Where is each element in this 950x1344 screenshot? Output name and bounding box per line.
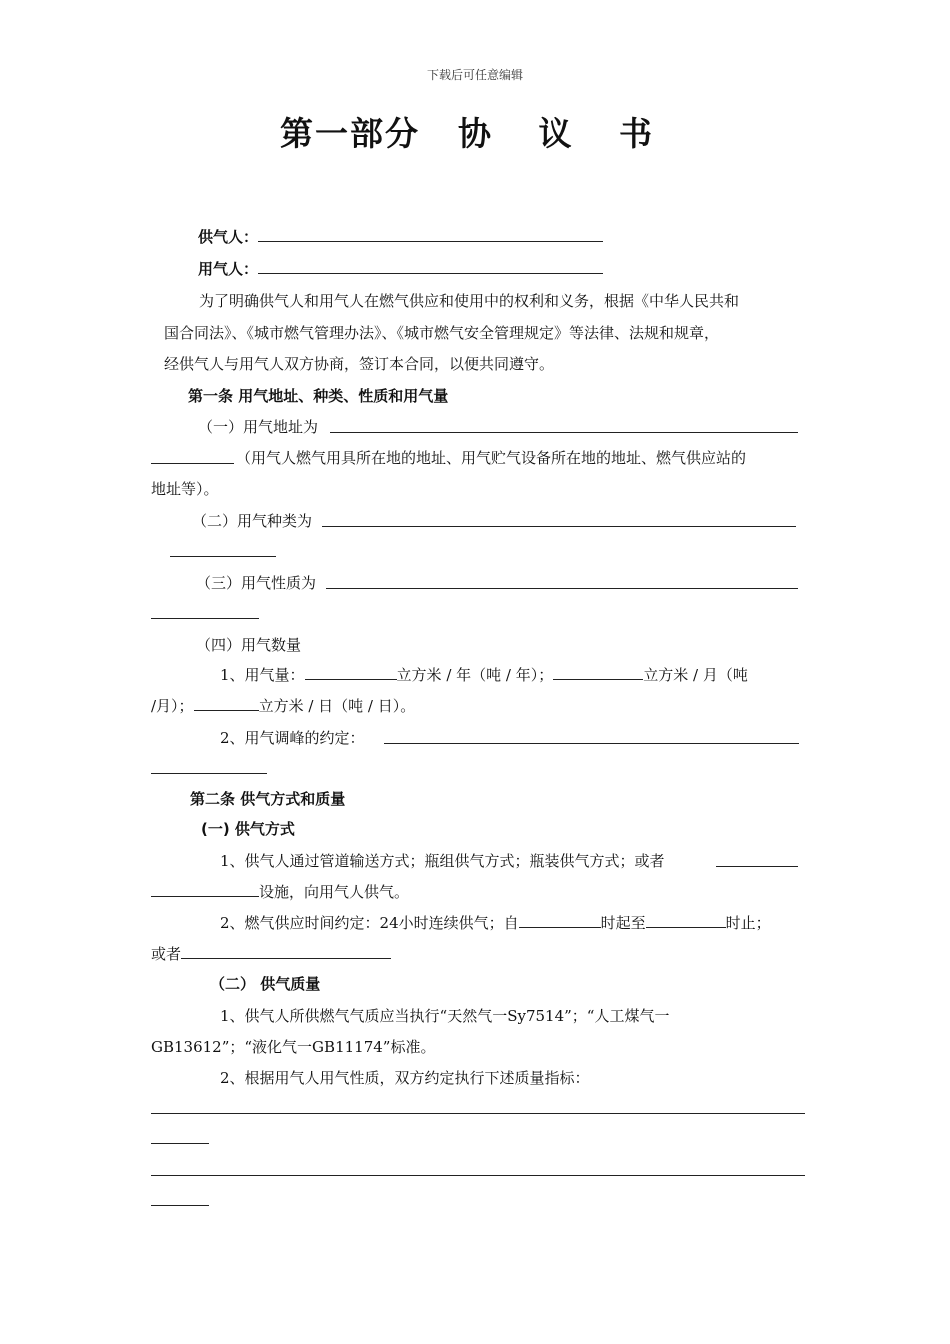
address-note: （用气人燃气用具所在地的地址、用气贮气设备所在地的地址、燃气供应站的: [236, 449, 747, 467]
quality-line-2: GB13612”；“液化气一GB11174”标准。: [151, 1038, 436, 1056]
yearly-blank: [305, 665, 397, 680]
intro-line-2: 国合同法》、《城市燃气管理办法》、《城市燃气安全管理规定》等法律、法规和规章，: [164, 324, 720, 342]
supply-method-heading: (一) 供气方式: [201, 820, 295, 838]
quality-blank-1b: [151, 1143, 209, 1144]
intro-line-3: 经供气人与用气人双方协商，签订本合同，以便共同遵守。: [164, 355, 555, 373]
gas-nature-label: （三）用气性质为: [196, 574, 317, 592]
daily-blank: [194, 696, 259, 711]
address-blank-2: [151, 463, 234, 464]
end-hour-blank: [646, 913, 726, 928]
supply-quality-heading: （二） 供气质量: [210, 975, 321, 993]
supplier-blank: [258, 227, 603, 242]
supply-time-line-2: 或者: [151, 943, 391, 964]
quality-line-3: 2、根据用气人用气性质，双方约定执行下述质量指标：: [220, 1069, 590, 1087]
user-label: 用气人：: [198, 260, 259, 278]
quantity-line-2: /月）； 立方米 / 日（吨 / 日）。: [151, 697, 416, 715]
title-part: 第一部分: [280, 114, 420, 153]
supply-method-line-1: 1、供气人通过管道输送方式；瓶组供气方式；瓶装供气方式；或者: [220, 852, 665, 870]
peak-label: 2、用气调峰的约定：: [220, 729, 365, 747]
address-note-2: 地址等）。: [151, 480, 219, 498]
article2-heading: 第二条 供气方式和质量: [190, 790, 346, 808]
other-time-blank: [181, 944, 391, 959]
quality-blank-2b: [151, 1205, 209, 1206]
header-note: 下载后可任意编辑: [426, 68, 523, 82]
start-hour-blank: [519, 913, 601, 928]
facility-blank-2: [151, 882, 259, 897]
page-title: [0, 108, 950, 155]
gas-nature-blank-2: [151, 618, 259, 619]
gas-type-blank-2: [170, 556, 276, 557]
monthly-blank: [553, 665, 643, 680]
user-blank: [258, 259, 603, 274]
quality-blank-1: [151, 1113, 805, 1114]
gas-type-label: （二）用气种类为: [192, 512, 313, 530]
intro-line-1: 为了明确供气人和用气人在燃气供应和使用中的权利和义务，根据《中华人民共和: [199, 292, 740, 310]
peak-blank: [384, 743, 799, 744]
address-label: （一）用气地址为: [198, 418, 319, 436]
gas-type-blank: [322, 526, 796, 527]
quality-blank-2: [151, 1175, 805, 1176]
gas-quantity-label: （四）用气数量: [196, 636, 302, 654]
supplier-line: [198, 226, 603, 247]
supplier-label: 供气人：: [198, 228, 259, 246]
user-line: [198, 258, 603, 279]
facility-blank: [716, 866, 798, 867]
supply-time-line-1: 2、燃气供应时间约定：24小时连续供气；自 时起至 时止；: [220, 914, 771, 932]
supply-method-line-2: 设施，向用气人供气。: [151, 881, 409, 902]
address-blank: [330, 432, 798, 433]
title-name: 协 议 书: [458, 114, 670, 153]
quality-line-1: 1、供气人所供燃气气质应当执行“天然气一Sy7514”；“人工煤气一: [220, 1007, 670, 1025]
gas-nature-blank: [326, 588, 798, 589]
article1-heading: 第一条 用气地址、种类、性质和用气量: [188, 387, 449, 405]
quantity-line-1: 1、用气量： 立方米 / 年（吨 / 年）； 立方米 / 月（吨: [220, 666, 748, 684]
peak-blank-2: [151, 773, 267, 774]
